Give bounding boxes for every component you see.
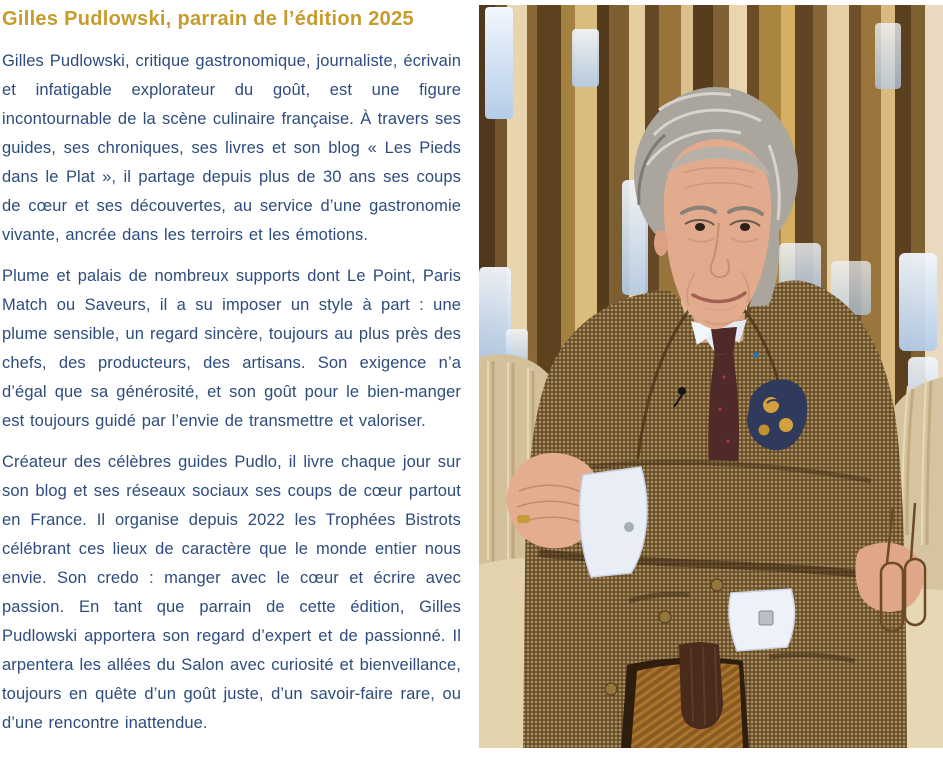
article-paragraph-1: Gilles Pudlowski, critique gastronomique, journaliste, écrivain et infatigable explorateur du goût, est une figure incontournable de la scène culinaire française. À travers ses guides, ses chroniques, ses livres et son blog « Les Pieds dans le Plat », il partage depuis plus de 30 ans ses coups de cœur et ses découvertes, au service d’une gastronomie vivante, ancrée dans les terroirs et les émotions. xyxy=(2,52,461,244)
article-paragraph-2: Plume et palais de nombreux supports dont Le Point, Paris Match ou Saveurs, il a su imposer un style à part : une plume sensible, un regard sincère, toujours au plus près des chefs, des producteurs, des artisans. Son exigence n’a d’égal que sa générosité, et son goût pour le bien-manger est toujours guidé par l’envie de transmettre et valoriser. xyxy=(2,267,461,430)
shirt-cuff-left xyxy=(580,467,647,577)
gold-ring xyxy=(517,515,530,523)
article-paragraph-3: Créateur des célèbres guides Pudlo, il livre chaque jour sur son blog et ses réseaux sociaux ses coups de cœur partout en France. Il organise depuis 2022 les Trophées Bistrots célébrant ces lieux de caractère que le monde entier nous envie. Son credo : manger avec le cœur et écrire avec passion. En tant que parrain de cette édition, Gilles Pudlowski apportera son regard d’expert et de passionné. Il arpentera les allées du Salon avec curiosité et bienveillance, toujours en quête d’un goût juste, d’un savoir-faire rare, ou d’une rencontre inattendue. xyxy=(2,453,461,732)
portrait-photo xyxy=(479,5,943,748)
article-text-column xyxy=(2,7,461,750)
article-title: Gilles Pudlowski, parrain de l’édition 2025 xyxy=(2,8,414,30)
